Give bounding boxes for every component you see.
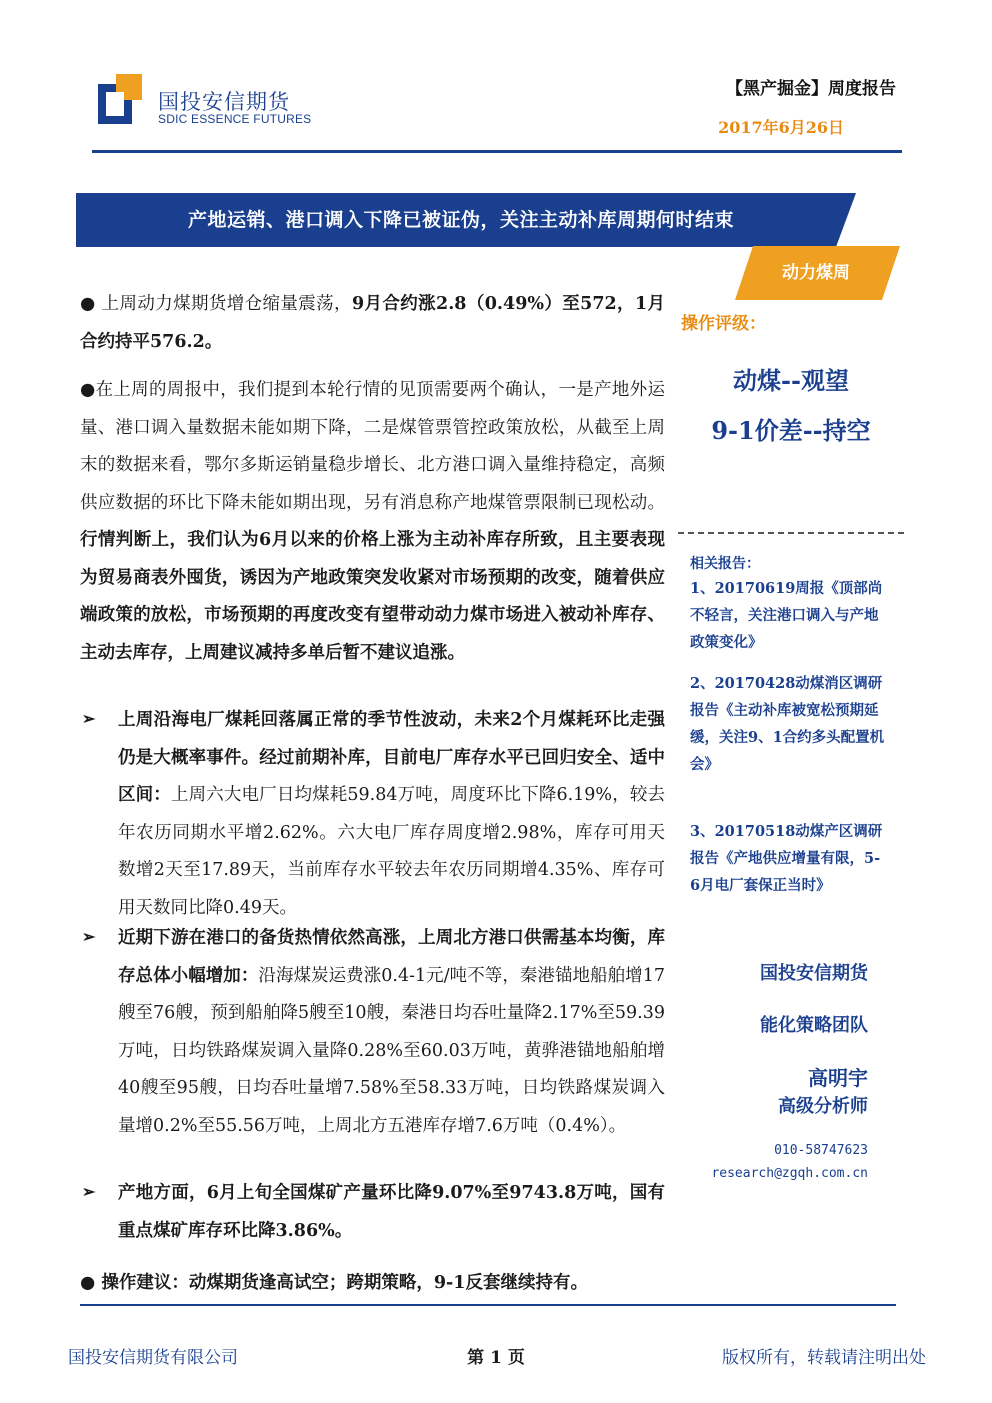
summary-paragraph bbox=[80, 286, 665, 361]
analyst-phone: 010-58747623 bbox=[774, 1143, 868, 1158]
page-number: 第 1 页 bbox=[467, 1348, 525, 1368]
report-type: 【黑产掘金】周度报告 bbox=[726, 79, 896, 99]
company-logo-en: SDIC ESSENCE FUTURES bbox=[158, 112, 312, 126]
related-reports-label: 相关报告： bbox=[690, 556, 760, 572]
production-bold: 产地方面，6月上旬全国煤矿产量环比降9.07%至9743.8万吨，国有重点煤矿库存环比降3.86%。 bbox=[118, 1183, 665, 1241]
operation-advice bbox=[80, 1265, 665, 1303]
footer-company: 国投安信期货有限公司 bbox=[68, 1348, 238, 1368]
arrow-bullet-icon: ➢ bbox=[82, 927, 96, 946]
analyst-email[interactable]: research@zgqh.com.cn bbox=[711, 1166, 868, 1181]
rating-coal: 动煤--观望 bbox=[733, 366, 849, 395]
analyst-title: 高级分析师 bbox=[778, 1096, 868, 1117]
header-divider bbox=[92, 150, 902, 153]
company-logo-cn: 国投安信期货 bbox=[158, 90, 290, 114]
port-paragraph bbox=[118, 920, 665, 1145]
company-logo-icon bbox=[98, 74, 142, 126]
report-date: 2017年6月26日 bbox=[718, 118, 844, 137]
related-report-1[interactable]: 1、20170619周报《顶部尚不轻言，关注港口调入与产地政策变化》 bbox=[690, 580, 883, 651]
production-paragraph bbox=[118, 1175, 665, 1250]
rating-spread: 9-1价差--持空 bbox=[711, 416, 871, 445]
summary-text: ● 上周动力煤期货增仓缩量震荡， bbox=[80, 294, 352, 314]
rating-label: 操作评级： bbox=[681, 314, 766, 334]
analyst-name: 高明宇 bbox=[808, 1066, 868, 1090]
analysis-bold: 行情判断上，我们认为6月以来的价格上涨为主动补库存所致，且主要表现为贸易商表外囤货，诱因为产地政策突发收紧对市场预期的改变，随着供应端政策的放松，市场预期的再度改变有望带动动力煤市场进入被动补库存、主动去库存，上周建议减持多单后暂不建议追涨。 bbox=[80, 530, 665, 663]
analysis-text: ●在上周的周报中，我们提到本轮行情的见顶需要两个确认，一是产地外运量、港口调入量数据未能如期下降，二是煤管票管控政策放松，从截至上周末的数据来看，鄂尔多斯运销量稳步增长、北方港口调入量维持稳定，高频供应数据的环比下降未能如期出现，另有消息称产地煤管票限制已现松动。 bbox=[80, 380, 665, 513]
related-report-3[interactable]: 3、20170518动煤产区调研报告《产地供应增量有限，5-6月电厂套保正当时》 bbox=[690, 823, 883, 894]
analysis-paragraph bbox=[80, 372, 665, 672]
operation-advice-text: ● 操作建议：动煤期货逢高试空；跨期策略，9-1反套继续持有。 bbox=[80, 1273, 588, 1293]
power-plant-text: 上周六大电厂日均煤耗59.84万吨，周度环比下降6.19%，较去年农历同期水平增2.62%。六大电厂库存周度增2.98%，库存可用天数增2天至17.89天，当前库存水平较去年农历同期增4.35%、库存可用天数同比降0.49天。 bbox=[118, 785, 666, 918]
arrow-bullet-icon: ➢ bbox=[82, 1182, 96, 1201]
category-tag-label: 动力煤周 bbox=[782, 263, 850, 283]
sidebar-divider bbox=[678, 532, 904, 534]
port-bold: 近期下游在港口的备货热情依然高涨，上周北方港口供需基本均衡，库存总体小幅增加： bbox=[118, 928, 665, 986]
power-plant-paragraph bbox=[118, 702, 665, 927]
power-plant-bold: 上周沿海电厂煤耗回落属正常的季节性波动，未来2个月煤耗环比走强仍是大概率事件。经过前期补库，目前电厂库存水平已回归安全、适中区间： bbox=[118, 710, 665, 805]
report-title: 产地运销、港口调入下降已被证伪，关注主动补库周期何时结束 bbox=[187, 209, 734, 231]
arrow-bullet-icon: ➢ bbox=[82, 709, 96, 728]
summary-bold: 9月合约涨2.8（0.49%）至572，1月合约持平576.2。 bbox=[80, 294, 665, 352]
company-name: 国投安信期货 bbox=[760, 963, 868, 984]
related-report-2[interactable]: 2、20170428动煤消区调研报告《主动补库被宽松预期延缓，关注9、1合约多头配置机会》 bbox=[690, 675, 885, 773]
footer-copyright: 版权所有，转载请注明出处 bbox=[722, 1348, 926, 1368]
port-text: 沿海煤炭运费涨0.4-1元/吨不等，秦港锚地船舶增17艘至76艘，预到船舶降5艘至10艘，秦港日均吞吐量降2.17%至59.39万吨，日均铁路煤炭调入量降0.28%至60.03万吨，黄骅港锚地船舶增40艘至95艘，日均吞吐量增7.58%至58.33万吨，日均铁路煤炭调入量增0.2%至55.56万吨，上周北方五港库存增7.6万吨（0.4%）。 bbox=[118, 965, 665, 1136]
team-name: 能化策略团队 bbox=[760, 1015, 868, 1036]
footer-divider bbox=[80, 1304, 896, 1306]
